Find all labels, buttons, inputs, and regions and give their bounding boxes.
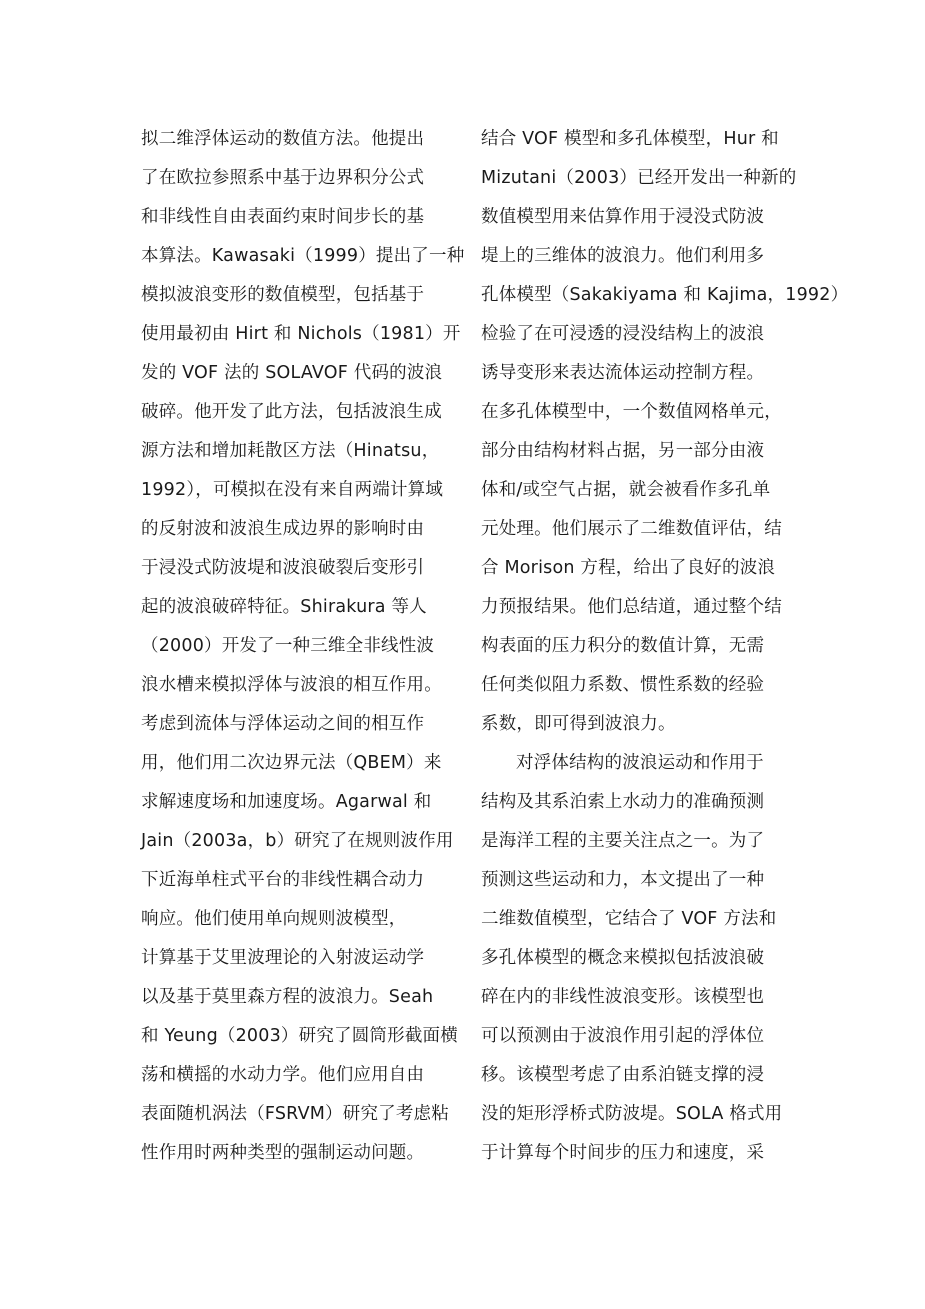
text-line: 对浮体结构的波浪运动和作用于 (516, 753, 764, 773)
text-line: 使用最初由 Hirt 和 Nichols（1981）开 (141, 324, 461, 344)
text-line: 结构及其系泊索上水动力的准确预测 (481, 792, 765, 812)
text-line: 是海洋工程的主要关注点之一。为了 (481, 831, 765, 851)
text-line: 1992），可模拟在没有来自两端计算域 (141, 480, 444, 500)
text-line: 在多孔体模型中，一个数值网格单元， (481, 402, 782, 422)
text-line: 浪水槽来模拟浮体与波浪的相互作用。 (141, 675, 442, 695)
text-line: 发的 VOF 法的 SOLAVOF 代码的波浪 (141, 363, 443, 383)
text-line: 了在欧拉参照系中基于边界积分公式 (141, 168, 425, 188)
text-line: 数值模型用来估算作用于浸没式防波 (481, 207, 765, 227)
text-line: 于浸没式防波堤和波浪破裂后变形引 (141, 558, 425, 578)
text-line: 表面随机涡法（FSRVM）研究了考虑粘 (141, 1104, 449, 1124)
text-line: 诱导变形来表达流体运动控制方程。 (481, 363, 765, 383)
text-line: 荡和横摇的水动力学。他们应用自由 (141, 1065, 425, 1085)
text-line: 预测这些运动和力，本文提出了一种 (481, 870, 765, 890)
text-line: 结合 VOF 模型和多孔体模型，Hur 和 (481, 129, 779, 149)
text-line: 任何类似阻力系数、惯性系数的经验 (481, 675, 765, 695)
text-line: 以及基于莫里森方程的波浪力。Seah (141, 987, 434, 1007)
text-line: 系数，即可得到波浪力。 (481, 714, 676, 734)
text-line: 拟二维浮体运动的数值方法。他提出 (141, 129, 425, 149)
text-line: 元处理。他们展示了二维数值评估，结 (481, 519, 782, 539)
text-line: 计算基于艾里波理论的入射波运动学 (141, 948, 425, 968)
text-line: 碎在内的非线性波浪变形。该模型也 (481, 987, 765, 1007)
text-line: 破碎。他开发了此方法，包括波浪生成 (141, 402, 442, 422)
text-line: 构表面的压力积分的数值计算，无需 (481, 636, 765, 656)
text-line: 和 Yeung（2003）研究了圆筒形截面横 (141, 1026, 458, 1046)
text-line: 的反射波和波浪生成边界的影响时由 (141, 519, 425, 539)
text-line: 性作用时两种类型的强制运动问题。 (141, 1143, 425, 1163)
text-line: 源方法和增加耗散区方法（Hinatsu， (141, 441, 440, 461)
text-line: 没的矩形浮桥式防波堤。SOLA 格式用 (481, 1104, 783, 1124)
text-line: 堤上的三维体的波浪力。他们利用多 (481, 246, 765, 266)
text-line: Jain（2003a，b）研究了在规则波作用 (141, 831, 454, 851)
text-line: Mizutani（2003）已经开发出一种新的 (481, 168, 797, 188)
text-line: 检验了在可浸透的浸没结构上的波浪 (481, 324, 765, 344)
text-line: 合 Morison 方程，给出了良好的波浪 (481, 558, 776, 578)
text-line: 和非线性自由表面约束时间步长的基 (141, 207, 425, 227)
text-line: 孔体模型（Sakakiyama 和 Kajima，1992） (481, 285, 849, 305)
text-line: 体和/或空气占据，就会被看作多孔单 (481, 480, 771, 500)
text-line: 考虑到流体与浮体运动之间的相互作 (141, 714, 425, 734)
text-line: 部分由结构材料占据，另一部分由液 (481, 441, 765, 461)
text-line: 响应。他们使用单向规则波模型， (141, 909, 407, 929)
text-line: 用，他们用二次边界元法（QBEM）来 (141, 753, 442, 773)
right-text-column (481, 120, 849, 1173)
text-line: 本算法。Kawasaki（1999）提出了一种 (141, 246, 465, 266)
text-line: 移。该模型考虑了由系泊链支撑的浸 (481, 1065, 765, 1085)
text-line: 多孔体模型的概念来模拟包括波浪破 (481, 948, 765, 968)
text-line: 二维数值模型，它结合了 VOF 方法和 (481, 909, 777, 929)
text-line: 求解速度场和加速度场。Agarwal 和 (141, 792, 432, 812)
text-line: （2000）开发了一种三维全非线性波 (141, 636, 435, 656)
left-text-column (141, 120, 465, 1173)
text-line: 起的波浪破碎特征。Shirakura 等人 (141, 597, 427, 617)
text-line: 下近海单柱式平台的非线性耦合动力 (141, 870, 425, 890)
text-line: 力预报结果。他们总结道，通过整个结 (481, 597, 782, 617)
text-line: 模拟波浪变形的数值模型，包括基于 (141, 285, 425, 305)
text-line: 于计算每个时间步的压力和速度，采 (481, 1143, 765, 1163)
text-line: 可以预测由于波浪作用引起的浮体位 (481, 1026, 765, 1046)
